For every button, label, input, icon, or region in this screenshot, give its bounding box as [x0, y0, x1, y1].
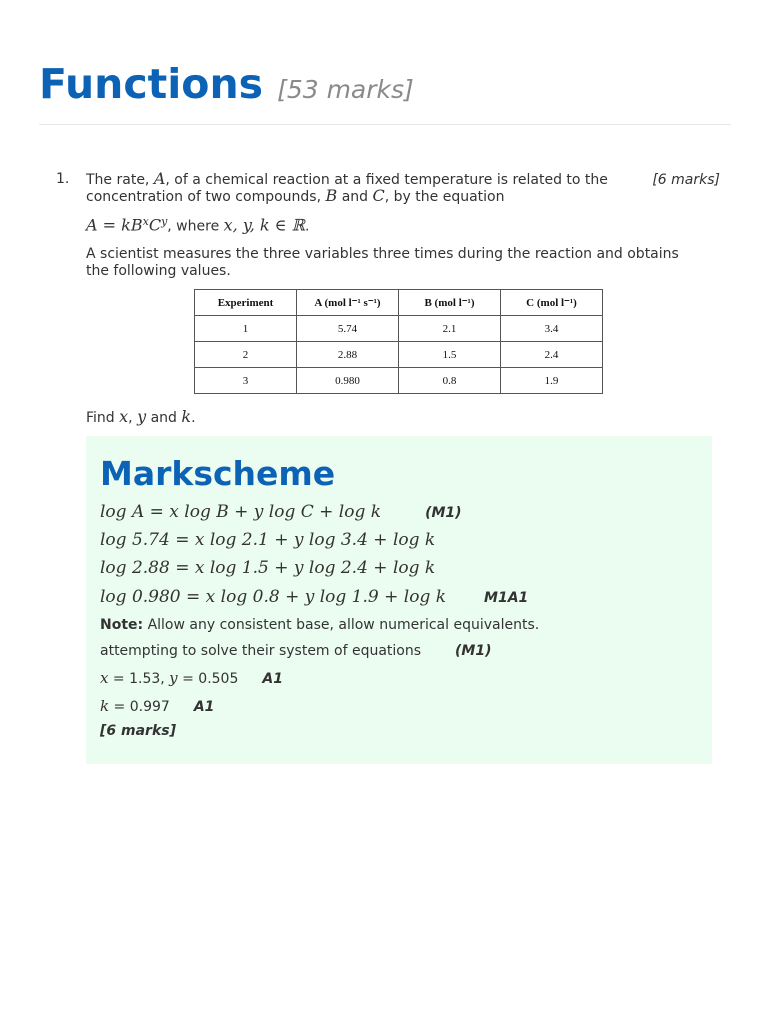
table-row: [195, 342, 603, 368]
question-marks: [6 marks]: [652, 172, 720, 188]
var-c: C: [372, 186, 385, 205]
ms-equation: log A = x log B + y log C + log k: [100, 502, 382, 522]
find-text: ,: [128, 410, 138, 426]
find-text: Find: [86, 410, 120, 426]
mark-code: (M1): [455, 643, 492, 659]
markscheme-line-2: [100, 530, 435, 550]
markscheme-note: [100, 617, 539, 633]
page-header: [39, 60, 731, 108]
find-y: y: [137, 407, 147, 426]
question-number: 1.: [56, 171, 70, 187]
mark-code: M1A1: [484, 590, 529, 606]
markscheme-k-answer: [100, 697, 214, 715]
equation-c: C: [148, 215, 162, 235]
mark-code: A1: [193, 699, 215, 715]
equation-main: A = kB: [86, 215, 143, 235]
markscheme-heading: Markscheme: [100, 454, 336, 493]
mark-code: (M1): [425, 505, 462, 521]
table-cell: 1: [195, 316, 297, 342]
table-cell: 2.1: [399, 316, 501, 342]
table-header: B (mol l⁻¹): [399, 290, 501, 316]
equation-sup-x: x: [142, 215, 149, 228]
find-k: k: [181, 407, 192, 426]
answer-x-var: x: [100, 669, 109, 687]
equation-end: .: [304, 218, 310, 235]
scientist-text: A scientist measures the three variables three times during the reaction and obtains the following values.: [86, 246, 679, 279]
intro-text: , of a chemical reaction at a fixed temperature is related to the concentration of two compounds,: [86, 172, 608, 205]
find-text: .: [191, 410, 196, 426]
answer-k-value: = 0.997: [109, 699, 170, 715]
answer-y-value: = 0.505: [177, 671, 239, 687]
var-a: A: [153, 169, 166, 188]
ms-equation: log 5.74 = x log 2.1 + y log 3.4 + log k: [100, 530, 436, 550]
table-cell: 2.4: [501, 342, 603, 368]
ms-equation: log 2.88 = x log 1.5 + y log 2.4 + log k: [100, 558, 436, 578]
markscheme-line-4: [100, 587, 528, 607]
total-marks: [53 marks]: [277, 75, 414, 104]
table-header: A (mol l⁻¹ s⁻¹): [297, 290, 399, 316]
answer-x-value: = 1.53,: [108, 671, 170, 687]
markscheme-total: [100, 723, 176, 739]
equation-vars: x, y, k ∈ ℝ: [223, 215, 305, 235]
markscheme-panel: [86, 436, 712, 764]
equation-where: , where: [167, 218, 224, 235]
note-label: Note:: [100, 617, 144, 633]
table-cell: 2.88: [297, 342, 399, 368]
table-cell: 0.980: [297, 368, 399, 394]
answer-y-var: y: [169, 669, 178, 687]
markscheme-line-1: [100, 502, 462, 522]
header-divider: [39, 124, 731, 125]
intro-text: , by the equation: [384, 189, 505, 205]
page-title: Functions: [39, 60, 264, 108]
find-instruction: [86, 407, 196, 426]
data-table: [194, 289, 603, 394]
markscheme-attempt: [100, 643, 492, 659]
table-cell: 5.74: [297, 316, 399, 342]
mark-code: A1: [262, 671, 283, 687]
var-b: B: [325, 186, 338, 205]
find-text: and: [146, 410, 182, 426]
table-cell: 2: [195, 342, 297, 368]
table-row: [195, 368, 603, 394]
intro-text: and: [337, 189, 373, 205]
table-cell: 3.4: [501, 316, 603, 342]
markscheme-total-marks: [6 marks]: [100, 723, 176, 739]
equation-sup-y: y: [161, 215, 168, 228]
table-cell: 1.9: [501, 368, 603, 394]
find-x: x: [119, 407, 129, 426]
table-row: [195, 316, 603, 342]
table-header-row: [195, 290, 603, 316]
table-header: C (mol l⁻¹): [501, 290, 603, 316]
table-header: Experiment: [195, 290, 297, 316]
note-text: Allow any consistent base, allow numerical equivalents.: [143, 617, 540, 633]
table-cell: 0.8: [399, 368, 501, 394]
answer-k-var: k: [100, 697, 110, 715]
table-cell: 3: [195, 368, 297, 394]
markscheme-line-3: [100, 558, 435, 578]
table-cell: 1.5: [399, 342, 501, 368]
question-intro: [86, 171, 646, 205]
ms-equation: log 0.980 = x log 0.8 + y log 1.9 + log k: [100, 587, 447, 607]
rate-equation: [86, 215, 309, 235]
intro-text: The rate,: [86, 172, 154, 188]
markscheme-xy-answer: [100, 669, 283, 687]
attempt-text: attempting to solve their system of equations: [100, 643, 422, 659]
